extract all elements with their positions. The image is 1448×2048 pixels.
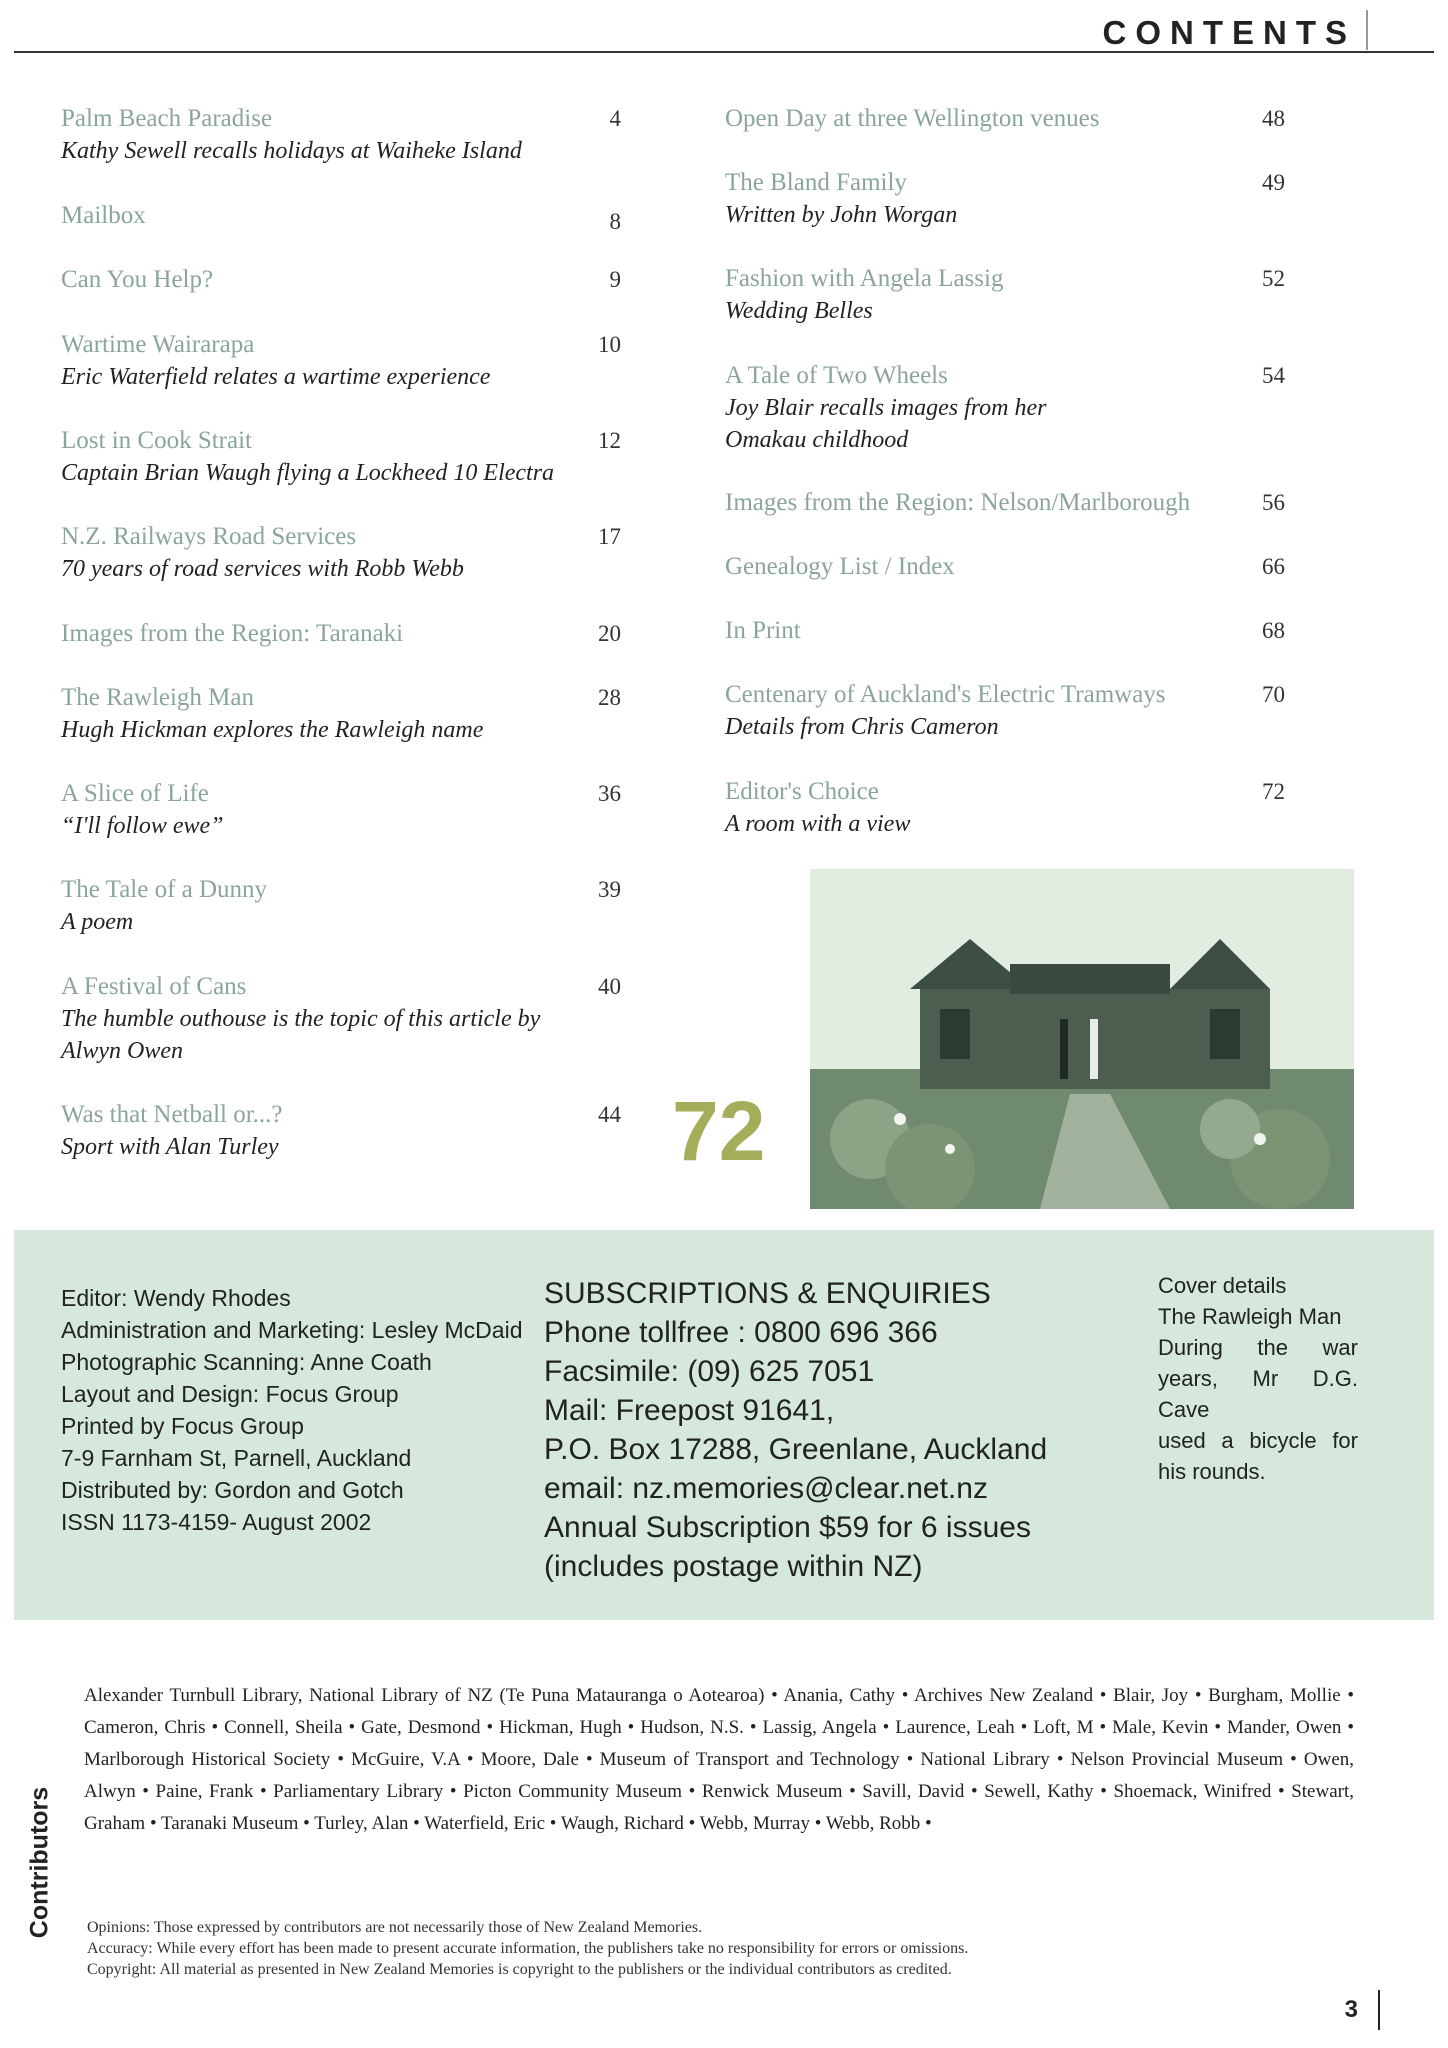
toc-entry[interactable] [725,776,1285,846]
toc-entry-subtitle: Kathy Sewell recalls holidays at Waiheke Island [61,138,522,164]
toc-entry-subtitle: Hugh Hickman explores the Rawleigh name [61,717,484,743]
feature-house-photo [810,869,1354,1209]
page-number: 3 [1344,1996,1358,2023]
toc-left-column [61,103,621,1169]
toc-entry-subtitle: Sport with Alan Turley [61,1134,279,1160]
toc-entry[interactable] [725,615,1285,679]
toc-entry[interactable] [61,329,621,425]
toc-entry-title[interactable]: Images from the Region: Nelson/Marlborough [725,489,1191,516]
toc-entry-page: 4 [609,106,621,131]
toc-entry-subtitle: Details from Chris Cameron [725,714,999,740]
copyright-disclaimer: Copyright: All material as presented in New Zealand Memories is copyright to the publishers or the individual contributors as credited. [87,1961,952,1978]
toc-entry-page: 28 [598,685,621,710]
toc-entry-subtitle: Wedding Belles [725,298,873,324]
toc-entry[interactable] [725,263,1285,360]
toc-entry-title[interactable]: Can You Help? [61,266,214,293]
toc-entry-title[interactable]: A Tale of Two Wheels [725,362,948,389]
toc-entry-title[interactable]: The Bland Family [725,169,907,196]
toc-entry-title[interactable]: Editor's Choice [725,778,879,805]
toc-entry[interactable] [61,103,621,200]
toc-entry-title[interactable]: In Print [725,617,801,644]
staff-line: Photographic Scanning: Anne Coath [61,1349,432,1375]
contributors-label: Contributors [25,1786,54,1939]
opinions-disclaimer: Opinions: Those expressed by contributors are not necessarily those of New Zealand Memories. [87,1919,703,1936]
staff-line: ISSN 1173-4159- August 2002 [61,1509,372,1535]
toc-entry-subtitle: A poem [61,909,134,935]
cover-caption-line: his rounds. [1158,1459,1266,1484]
cover-heading: Cover details [1158,1273,1287,1298]
toc-entry-page: 52 [1262,266,1285,291]
cover-caption-line: used a bicycle for [1158,1428,1358,1453]
toc-entry-title[interactable]: Lost in Cook Strait [61,427,252,454]
subscriptions-heading: SUBSCRIPTIONS & ENQUIRIES [544,1277,991,1310]
toc-entry[interactable] [725,487,1285,551]
phone-line[interactable]: Phone tollfree : 0800 696 366 [544,1316,938,1349]
staff-credits [61,1282,522,1538]
toc-entry-subtitle: Captain Brian Waugh flying a Lockheed 10 Electra [61,460,555,486]
house-illustration [810,869,1354,1209]
subscription-price: Annual Subscription $59 for 6 issues [544,1511,1031,1544]
subscriptions-block [544,1274,1047,1586]
toc-entry-page: 36 [598,781,621,806]
toc-entry-title[interactable]: The Rawleigh Man [61,684,255,711]
toc-entry-title[interactable]: Was that Netball or...? [61,1101,283,1128]
staff-line: 7-9 Farnham St, Parnell, Auckland [61,1445,412,1471]
contributors-list: Alexander Turnbull Library, National Library of NZ (Te Puna Matauranga o Aotearoa) • Anania, Cathy • Archives New Zealand • Blair, Joy • Burgham, Mollie • Cameron, Chris • Connell, Sheila • Gate, Desmond • Hickman, Hugh • Hudson, N.S. • Lassig, Angela • Laurence, Leah • Loft, M • Male, Kevin • Mander, Owen • Marlborough Historical Society • McGuire, V.A • Moore, Dale • Museum of Transport and Technology • National Library • Nelson Provincial Museum • Owen, Alwyn • Paine, Frank • Parliamentary Library • Picton Community Museum • Renwick Museum • Savill, David • Sewell, Kathy • Shoemack, Winifred • Stewart, Graham • Taranaki Museum • Turley, Alan • Waterfield, Eric • Waugh, Richard • Webb, Murray • Webb, Robb • [84,1685,1354,1834]
toc-entry-page: 56 [1262,490,1285,515]
accuracy-disclaimer: Accuracy: While every effort has been made to present accurate information, the publishers take no responsibility for errors or omissions. [87,1940,969,1957]
toc-entry-page: 20 [598,621,621,646]
toc-entry-title[interactable]: A Festival of Cans [61,973,247,1000]
toc-entry-title[interactable]: Mailbox [61,202,146,229]
disclaimers [87,1917,1287,1980]
toc-entry[interactable] [61,874,621,971]
toc-entry[interactable] [61,618,621,682]
toc-entry[interactable] [61,425,621,521]
toc-entry-page: 70 [1262,682,1285,707]
toc-entry-subtitle: Written by John Worgan [725,202,958,228]
toc-entry-page: 8 [609,209,621,234]
toc-entry[interactable] [725,551,1285,615]
toc-entry-subtitle: The humble outhouse is the topic of this article by Alwyn Owen [61,1006,541,1064]
publication-info-band [14,1230,1434,1620]
toc-entry-page: 66 [1262,554,1285,579]
toc-entry-page: 39 [598,877,621,902]
page-number-mark [1378,1990,1380,2030]
toc-entry[interactable] [725,103,1285,167]
toc-entry-page: 72 [1262,779,1285,804]
toc-entry-title[interactable]: Palm Beach Paradise [61,105,273,132]
toc-entry-title[interactable]: Fashion with Angela Lassig [725,265,1004,292]
toc-entry-page: 49 [1262,170,1285,195]
toc-entry-title[interactable]: Centenary of Auckland's Electric Tramways [725,681,1166,708]
toc-entry-page: 17 [598,524,621,549]
toc-entry[interactable] [61,264,621,329]
header-rule [14,51,1434,53]
mail-line: Mail: Freepost 91641, [544,1394,835,1427]
cover-caption-line: During the war [1158,1335,1358,1360]
toc-entry-subtitle: A room with a view [725,811,911,837]
toc-entry-title[interactable]: N.Z. Railways Road Services [61,523,357,550]
cover-caption-line: years, Mr D.G. Cave [1158,1366,1358,1422]
toc-entry[interactable] [61,778,621,874]
toc-entry[interactable] [61,521,621,618]
toc-entry-page: 40 [598,974,621,999]
fax-line: Facsimile: (09) 625 7051 [544,1355,875,1388]
staff-line: Distributed by: Gordon and Gotch [61,1477,404,1503]
toc-entry-page: 68 [1262,618,1285,643]
toc-entry-page: 10 [598,332,621,357]
toc-entry-page: 54 [1262,363,1285,388]
toc-entry-subtitle: 70 years of road services with Robb Webb [61,556,464,582]
header-divider-mark [1366,10,1368,50]
toc-entry-title[interactable]: Images from the Region: Taranaki [61,620,404,647]
toc-entry[interactable] [725,167,1285,263]
cover-title: The Rawleigh Man [1158,1304,1342,1329]
toc-entry[interactable] [61,682,621,778]
email-link[interactable]: email: nz.memories@clear.net.nz [544,1472,988,1505]
toc-entry-title[interactable]: Wartime Wairarapa [61,331,255,358]
toc-right-column [725,103,1285,846]
staff-line: Editor: Wendy Rhodes [61,1285,291,1311]
feature-page-number: 72 [672,1084,766,1178]
toc-entry-page: 12 [598,428,621,453]
toc-entry[interactable] [725,679,1285,776]
staff-line: Printed by Focus Group [61,1413,304,1439]
staff-line: Layout and Design: Focus Group [61,1381,399,1407]
toc-entry-title[interactable]: Genealogy List / Index [725,553,955,580]
subscription-note: (includes postage within NZ) [544,1550,923,1583]
cover-details [1158,1270,1358,1487]
toc-entry[interactable] [61,200,621,264]
toc-entry-subtitle: “I'll follow ewe” [61,813,224,839]
toc-entry[interactable] [61,1099,621,1169]
toc-entry-page: 9 [609,267,621,292]
toc-entry-title[interactable]: A Slice of Life [61,780,209,807]
page-section-title: CONTENTS [1102,14,1356,51]
toc-entry-subtitle: Eric Waterfield relates a wartime experience [61,364,491,390]
toc-entry-page: 48 [1262,106,1285,131]
toc-entry-subtitle: Joy Blair recalls images from her Omakau childhood [725,395,1047,453]
toc-entry[interactable] [725,360,1285,487]
toc-entry-page: 44 [598,1102,621,1127]
toc-entry-title[interactable]: The Tale of a Dunny [61,876,268,903]
po-box-line: P.O. Box 17288, Greenlane, Auckland [544,1433,1048,1466]
toc-entry-title[interactable]: Open Day at three Wellington venues [725,105,1100,132]
toc-entry[interactable] [61,971,621,1099]
staff-line: Administration and Marketing: Lesley McDaid [61,1317,523,1343]
